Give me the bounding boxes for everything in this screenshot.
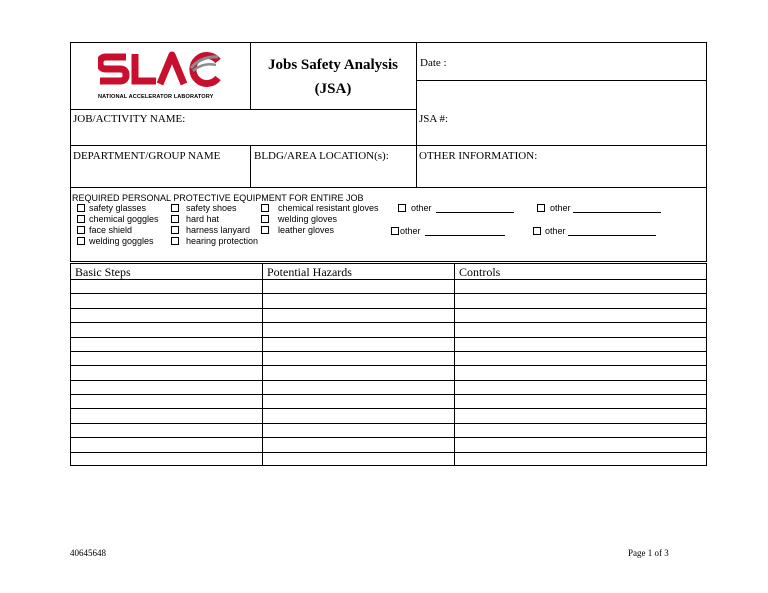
ppe-other-label: other bbox=[400, 226, 421, 236]
hazard-cell[interactable] bbox=[263, 352, 454, 365]
column-header-controls: Controls bbox=[459, 265, 501, 279]
divider bbox=[71, 145, 707, 146]
job-activity-label: JOB/ACTIVITY NAME: bbox=[73, 113, 186, 125]
control-cell[interactable] bbox=[455, 323, 707, 336]
other-info-label: OTHER INFORMATION: bbox=[419, 150, 538, 162]
ppe-other-checkbox[interactable] bbox=[391, 227, 399, 235]
ppe-item: welding goggles bbox=[89, 236, 154, 246]
ppe-other-label: other bbox=[550, 203, 571, 213]
column-header-potential-hazards: Potential Hazards bbox=[267, 265, 352, 279]
control-cell[interactable] bbox=[455, 409, 707, 422]
basic-step-cell[interactable] bbox=[71, 453, 262, 466]
hazard-cell[interactable] bbox=[263, 338, 454, 351]
ppe-other-field[interactable] bbox=[411, 203, 514, 213]
ppe-other-label: other bbox=[545, 226, 566, 236]
hazard-cell[interactable] bbox=[263, 309, 454, 322]
ppe-checkbox[interactable] bbox=[77, 226, 85, 234]
ppe-other-line bbox=[425, 227, 505, 236]
job-activity-input[interactable] bbox=[72, 125, 415, 144]
ppe-checkbox[interactable] bbox=[261, 204, 269, 212]
jsa-number-label: JSA #: bbox=[419, 113, 449, 125]
location-label: BLDG/AREA LOCATION(s): bbox=[254, 150, 389, 162]
hazard-cell[interactable] bbox=[263, 294, 454, 307]
basic-step-cell[interactable] bbox=[71, 366, 262, 379]
location-input[interactable] bbox=[252, 163, 415, 186]
control-cell[interactable] bbox=[455, 453, 707, 466]
ppe-other-field[interactable] bbox=[550, 203, 661, 213]
hazard-cell[interactable] bbox=[263, 438, 454, 451]
date-label: Date : bbox=[420, 57, 447, 69]
basic-step-cell[interactable] bbox=[71, 338, 262, 351]
department-input[interactable] bbox=[72, 163, 249, 186]
basic-step-cell[interactable] bbox=[71, 409, 262, 422]
control-cell[interactable] bbox=[455, 381, 707, 394]
ppe-checkbox[interactable] bbox=[261, 215, 269, 223]
control-cell[interactable] bbox=[455, 309, 707, 322]
ppe-other-line bbox=[573, 204, 661, 213]
ppe-checkbox[interactable] bbox=[77, 215, 85, 223]
ppe-item: welding gloves bbox=[278, 214, 338, 224]
ppe-other-label: other bbox=[411, 203, 432, 213]
ppe-other-checkbox[interactable] bbox=[533, 227, 541, 235]
control-cell[interactable] bbox=[455, 395, 707, 408]
ppe-item: leather gloves bbox=[278, 225, 335, 235]
slac-logo bbox=[98, 51, 224, 99]
ppe-item: chemical goggles bbox=[89, 214, 159, 224]
control-cell[interactable] bbox=[455, 438, 707, 451]
hazard-cell[interactable] bbox=[263, 323, 454, 336]
department-label: DEPARTMENT/GROUP NAME bbox=[73, 150, 221, 162]
jsa-number-input[interactable] bbox=[417, 125, 706, 144]
divider bbox=[250, 43, 251, 109]
ppe-item: safety glasses bbox=[89, 203, 147, 213]
control-cell[interactable] bbox=[455, 424, 707, 437]
control-cell[interactable] bbox=[455, 294, 707, 307]
control-cell[interactable] bbox=[455, 366, 707, 379]
date-input[interactable] bbox=[417, 81, 707, 109]
control-cell[interactable] bbox=[455, 352, 707, 365]
control-cell[interactable] bbox=[455, 280, 707, 293]
form-title: Jobs Safety Analysis bbox=[267, 57, 399, 73]
basic-step-cell[interactable] bbox=[71, 309, 262, 322]
ppe-item: chemical resistant gloves bbox=[278, 203, 379, 213]
slac-logo-mark bbox=[98, 51, 224, 87]
other-info-input[interactable] bbox=[417, 163, 706, 186]
jsa-steps-table bbox=[70, 263, 707, 466]
form-title-abbrev: (JSA) bbox=[314, 81, 352, 97]
ppe-checkbox[interactable] bbox=[171, 237, 179, 245]
ppe-item: face shield bbox=[89, 225, 133, 235]
logo-subtitle: NATIONAL ACCELERATOR LABORATORY bbox=[98, 94, 214, 100]
ppe-heading: REQUIRED PERSONAL PROTECTIVE EQUIPMENT FOR ENTIRE JOB bbox=[72, 193, 364, 203]
ppe-item: hearing protection bbox=[186, 236, 259, 246]
page-number: Page 1 of 3 bbox=[628, 548, 669, 558]
ppe-checkbox[interactable] bbox=[171, 226, 179, 234]
jsa-header-form bbox=[70, 42, 707, 262]
hazard-cell[interactable] bbox=[263, 366, 454, 379]
ppe-checkbox[interactable] bbox=[77, 204, 85, 212]
hazard-cell[interactable] bbox=[263, 424, 454, 437]
ppe-other-checkbox[interactable] bbox=[398, 204, 406, 212]
basic-step-cell[interactable] bbox=[71, 323, 262, 336]
ppe-other-line bbox=[436, 204, 514, 213]
ppe-checkbox[interactable] bbox=[261, 226, 269, 234]
ppe-item: harness lanyard bbox=[186, 225, 251, 235]
basic-step-cell[interactable] bbox=[71, 424, 262, 437]
basic-step-cell[interactable] bbox=[71, 294, 262, 307]
ppe-checkbox[interactable] bbox=[171, 204, 179, 212]
divider bbox=[71, 187, 707, 188]
hazard-cell[interactable] bbox=[263, 280, 454, 293]
divider bbox=[250, 145, 251, 187]
basic-step-cell[interactable] bbox=[71, 352, 262, 365]
ppe-item: safety shoes bbox=[186, 203, 237, 213]
ppe-other-field[interactable] bbox=[545, 226, 656, 236]
basic-step-cell[interactable] bbox=[71, 381, 262, 394]
divider bbox=[71, 109, 416, 110]
hazard-cell[interactable] bbox=[263, 453, 454, 466]
ppe-other-field[interactable] bbox=[400, 226, 505, 236]
column-header-basic-steps: Basic Steps bbox=[75, 265, 131, 279]
basic-step-cell[interactable] bbox=[71, 280, 262, 293]
ppe-checkbox[interactable] bbox=[77, 237, 85, 245]
hazard-cell[interactable] bbox=[263, 395, 454, 408]
ppe-checkbox[interactable] bbox=[171, 215, 179, 223]
hazard-cell[interactable] bbox=[263, 409, 454, 422]
ppe-item: hard hat bbox=[186, 214, 220, 224]
document-id: 40645648 bbox=[70, 548, 106, 558]
hazard-cell[interactable] bbox=[263, 381, 454, 394]
ppe-other-checkbox[interactable] bbox=[537, 204, 545, 212]
basic-step-cell[interactable] bbox=[71, 438, 262, 451]
control-cell[interactable] bbox=[455, 338, 707, 351]
basic-step-cell[interactable] bbox=[71, 395, 262, 408]
ppe-other-line bbox=[568, 227, 656, 236]
